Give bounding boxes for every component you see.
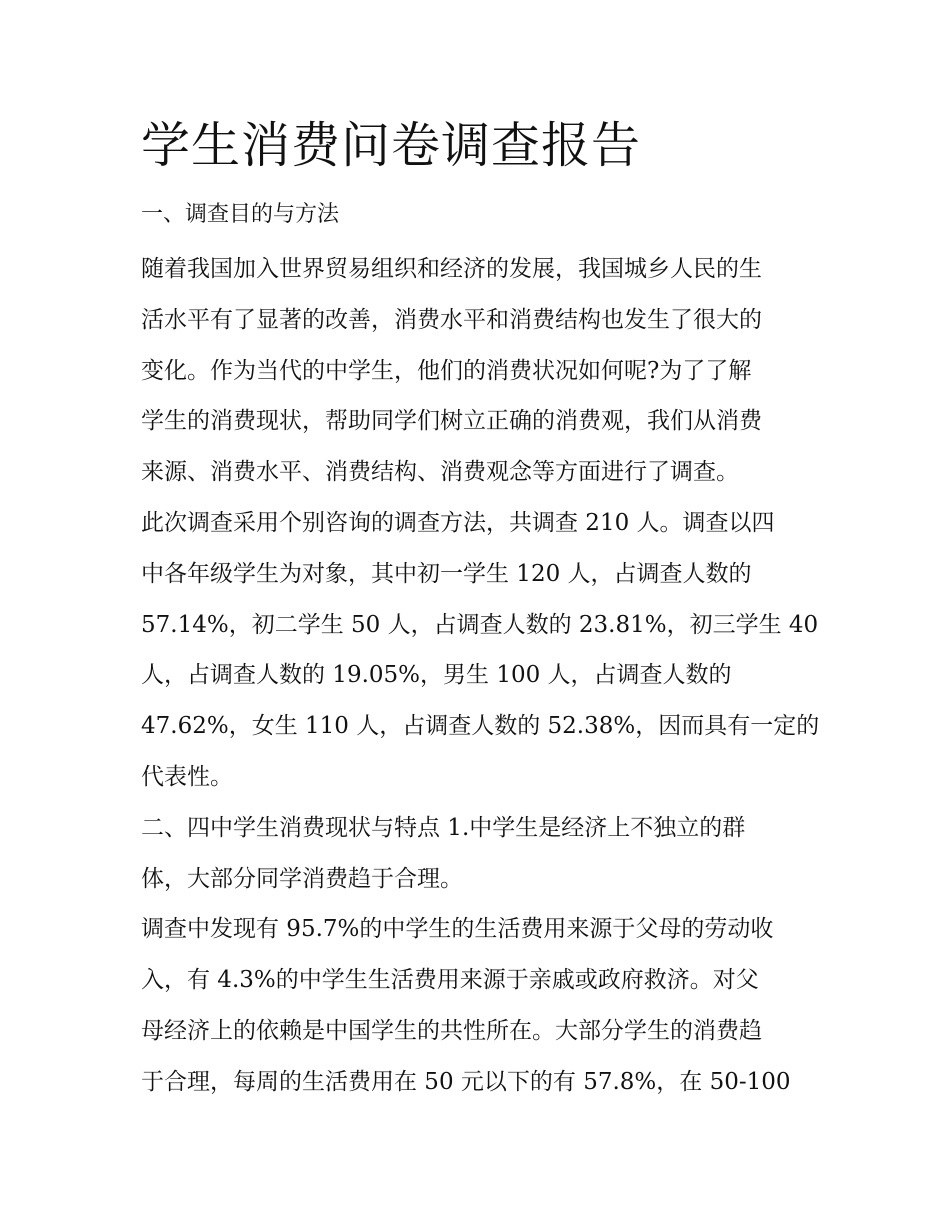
paragraph-background bbox=[141, 244, 821, 498]
text-line: 人，占调查人数的 19.05%，男生 100 人，占调查人数的 bbox=[141, 662, 732, 689]
text-line: 代表性。 bbox=[141, 763, 233, 790]
paragraph-section2-heading bbox=[141, 803, 821, 905]
text-line: 变化。作为当代的中学生，他们的消费状况如何呢?为了了解 bbox=[141, 357, 752, 384]
text-line: 活水平有了显著的改善，消费水平和消费结构也发生了很大的 bbox=[141, 306, 762, 333]
text-line: 57.14%，初二学生 50 人，占调查人数的 23.81%，初三学生 40 bbox=[141, 611, 819, 638]
text-line: 体，大部分同学消费趋于合理。 bbox=[141, 865, 463, 892]
paragraph-income-source bbox=[141, 904, 821, 1107]
text-line: 47.62%，女生 110 人，占调查人数的 52.38%，因而具有一定的 bbox=[141, 713, 820, 740]
text-line: 二、四中学生消费现状与特点 1.中学生是经济上不独立的群 bbox=[141, 814, 746, 841]
text-line: 于合理，每周的生活费用在 50 元以下的有 57.8%，在 50-100 bbox=[141, 1068, 791, 1095]
text-line: 学生的消费现状，帮助同学们树立正确的消费观，我们从消费 bbox=[141, 408, 762, 435]
text-line: 来源、消费水平、消费结构、消费观念等方面进行了调查。 bbox=[141, 459, 739, 486]
text-line: 此次调查采用个别咨询的调查方法，共调查 210 人。调查以四 bbox=[141, 509, 775, 536]
document-page bbox=[141, 112, 821, 1108]
text-line: 母经济上的依赖是中国学生的共性所在。大部分学生的消费趋 bbox=[141, 1017, 762, 1044]
text-line: 中各年级学生为对象，其中初一学生 120 人，占调查人数的 bbox=[141, 560, 752, 587]
section-heading-purpose-method: 一、调查目的与方法 bbox=[141, 202, 340, 227]
paragraph-survey-method bbox=[141, 498, 821, 803]
text-line: 随着我国加入世界贸易组织和经济的发展，我国城乡人民的生 bbox=[141, 256, 762, 282]
document-title: 学生消费问卷调查报告 bbox=[141, 117, 642, 174]
text-line: 入，有 4.3%的中学生生活费用来源于亲戚或政府救济。对父 bbox=[141, 967, 759, 994]
text-line: 调查中发现有 95.7%的中学生的生活费用来源于父母的劳动收 bbox=[141, 916, 774, 943]
